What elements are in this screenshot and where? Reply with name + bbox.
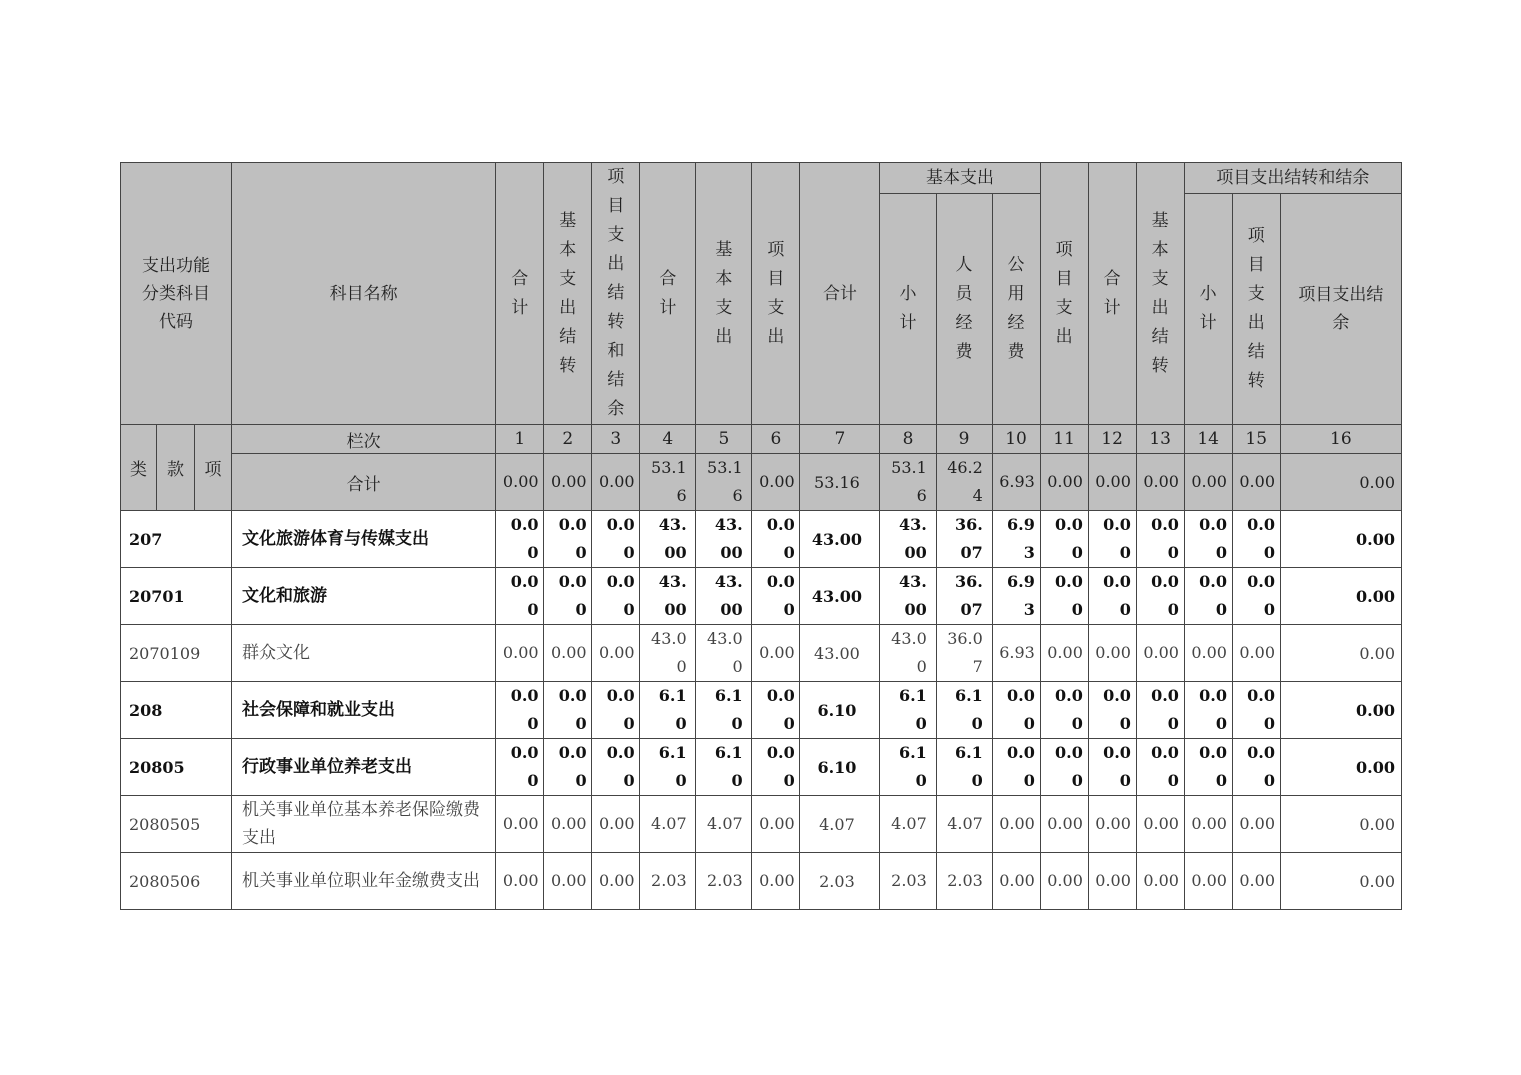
cell-value: 43.00 <box>811 529 862 549</box>
table-row <box>121 511 1402 568</box>
cell-value: 0.00 <box>1103 743 1131 790</box>
total-value: 0.00 <box>550 472 587 491</box>
cell-value: 6.10 <box>817 757 857 777</box>
cell-value: 0.00 <box>606 515 635 562</box>
cell-value: 0.00 <box>598 871 635 890</box>
sub-header-kuan: 款 <box>157 425 195 511</box>
cell-value: 0.00 <box>1047 643 1083 662</box>
cell-value: 36.07 <box>954 515 983 562</box>
group-header-project-carry: 项目支出结转和结余 <box>1184 163 1401 194</box>
total-value: 0.00 <box>759 472 795 491</box>
col-header-10: 公用经费 <box>992 193 1040 424</box>
lanci-3: 3 <box>592 425 640 454</box>
cell-value: 0.00 <box>1239 871 1275 890</box>
cell-value: 6.10 <box>714 743 743 790</box>
total-value: 0.00 <box>1191 472 1227 491</box>
lanci-2: 2 <box>544 425 592 454</box>
cell-value: 36.07 <box>947 629 983 676</box>
cell-value: 0.00 <box>502 643 539 662</box>
cell-value: 43.00 <box>811 586 862 606</box>
cell-value: 0.00 <box>1143 643 1179 662</box>
lanci-1: 1 <box>496 425 544 454</box>
cell-value: 0.00 <box>1356 529 1395 549</box>
row-code: 2080506 <box>121 853 232 910</box>
sub-header-xiang: 项 <box>195 425 232 511</box>
row-code: 207 <box>121 511 232 568</box>
cell-value: 43.00 <box>891 629 927 676</box>
col-header-16: 项目支出结余 <box>1280 193 1401 424</box>
cell-value: 0.00 <box>1055 572 1083 619</box>
cell-value: 4.07 <box>651 814 687 833</box>
cell-value: 0.00 <box>1151 572 1179 619</box>
cell-value: 0.00 <box>502 814 539 833</box>
cell-value: 43.00 <box>707 629 743 676</box>
total-value: 6.93 <box>999 472 1035 491</box>
cell-value: 0.00 <box>510 743 539 790</box>
cell-value: 0.00 <box>1356 757 1395 777</box>
cell-value: 43.00 <box>814 643 860 663</box>
row-name: 机关事业单位基本养老保险缴费支出 <box>232 796 496 853</box>
cell-value: 2.03 <box>947 871 983 890</box>
cell-value: 0.00 <box>550 871 587 890</box>
cell-value: 0.00 <box>1103 515 1131 562</box>
cell-value: 0.00 <box>1199 572 1227 619</box>
row-code: 2070109 <box>121 625 232 682</box>
col-header-9: 人员经费 <box>936 193 992 424</box>
cell-value: 0.00 <box>1151 515 1179 562</box>
cell-value: 0.00 <box>1247 515 1275 562</box>
group-header-basic: 基本支出 <box>880 163 1040 194</box>
cell-value: 2.03 <box>891 871 927 890</box>
cell-value: 2.03 <box>819 871 855 891</box>
cell-value: 0.00 <box>1143 871 1179 890</box>
total-value: 53.16 <box>891 458 927 505</box>
col-header-5: 基本支出 <box>696 163 752 425</box>
lanci-label: 栏次 <box>232 425 496 454</box>
total-value: 53.16 <box>707 458 743 505</box>
cell-value: 0.00 <box>1007 686 1035 733</box>
cell-value: 0.00 <box>766 743 795 790</box>
cell-value: 2.03 <box>651 871 687 890</box>
total-label: 合计 <box>232 454 496 511</box>
total-value: 46.24 <box>947 458 983 505</box>
cell-value: 0.00 <box>550 814 587 833</box>
lanci-10: 10 <box>992 425 1040 454</box>
cell-value: 0.00 <box>510 572 539 619</box>
cell-value: 6.10 <box>898 743 927 790</box>
cell-value: 0.00 <box>558 686 587 733</box>
row-name: 文化旅游体育与传媒支出 <box>232 511 496 568</box>
cell-value: 0.00 <box>1359 871 1395 891</box>
cell-value: 6.10 <box>658 743 687 790</box>
table-row <box>121 853 1402 910</box>
cell-value: 0.00 <box>999 871 1035 890</box>
cell-value: 0.00 <box>1143 814 1179 833</box>
cell-value: 6.93 <box>1007 515 1035 562</box>
cell-value: 4.07 <box>819 814 855 834</box>
col-header-6: 项目支出 <box>752 163 800 425</box>
row-name: 群众文化 <box>232 625 496 682</box>
cell-value: 0.00 <box>606 743 635 790</box>
cell-value: 6.10 <box>954 686 983 733</box>
lanci-9: 9 <box>936 425 992 454</box>
cell-value: 0.00 <box>1359 814 1395 834</box>
cell-value: 6.10 <box>658 686 687 733</box>
budget-table <box>120 162 1402 910</box>
cell-value: 43.00 <box>898 572 927 619</box>
cell-value: 0.00 <box>1239 814 1275 833</box>
cell-value: 0.00 <box>550 643 587 662</box>
row-code: 20805 <box>121 739 232 796</box>
cell-value: 43.00 <box>714 572 743 619</box>
cell-value: 4.07 <box>707 814 743 833</box>
cell-value: 0.00 <box>1047 814 1083 833</box>
col-header-14: 小计 <box>1184 193 1232 424</box>
table-row <box>121 682 1402 739</box>
cell-value: 0.00 <box>598 643 635 662</box>
total-value: 0.00 <box>598 472 635 491</box>
lanci-8: 8 <box>880 425 936 454</box>
row-name: 社会保障和就业支出 <box>232 682 496 739</box>
cell-value: 0.00 <box>510 515 539 562</box>
col-header-8: 小计 <box>880 193 936 424</box>
lanci-15: 15 <box>1232 425 1280 454</box>
lanci-13: 13 <box>1136 425 1184 454</box>
lanci-16: 16 <box>1280 425 1401 454</box>
total-value: 0.00 <box>1239 472 1275 491</box>
cell-value: 0.00 <box>1239 643 1275 662</box>
cell-value: 0.00 <box>1247 572 1275 619</box>
cell-value: 0.00 <box>1356 700 1395 720</box>
cell-value: 0.00 <box>1095 871 1131 890</box>
cell-value: 43.00 <box>898 515 927 562</box>
cell-value: 0.00 <box>558 743 587 790</box>
cell-value: 0.00 <box>1191 643 1227 662</box>
cell-value: 6.93 <box>1007 572 1035 619</box>
row-name: 行政事业单位养老支出 <box>232 739 496 796</box>
col-header-3: 项目支出结转和结余 <box>592 163 640 425</box>
cell-value: 0.00 <box>1199 743 1227 790</box>
row-code: 208 <box>121 682 232 739</box>
col-header-1: 合计 <box>496 163 544 425</box>
cell-value: 0.00 <box>1151 743 1179 790</box>
col-header-2: 基本支出结转 <box>544 163 592 425</box>
cell-value: 0.00 <box>606 686 635 733</box>
table-row <box>121 568 1402 625</box>
total-value: 53.16 <box>814 472 860 492</box>
total-row <box>121 454 1402 511</box>
col-header-13: 基本支出结转 <box>1136 163 1184 425</box>
lanci-14: 14 <box>1184 425 1232 454</box>
cell-value: 0.00 <box>1103 572 1131 619</box>
table-row <box>121 796 1402 853</box>
cell-value: 0.00 <box>1047 871 1083 890</box>
row-code: 2080505 <box>121 796 232 853</box>
cell-value: 0.00 <box>1151 686 1179 733</box>
cell-value: 0.00 <box>1103 686 1131 733</box>
total-value: 0.00 <box>1359 472 1395 492</box>
total-value: 0.00 <box>1143 472 1179 491</box>
col-header-11: 项目支出 <box>1040 163 1088 425</box>
cell-value: 0.00 <box>1095 643 1131 662</box>
col-header-12: 合计 <box>1088 163 1136 425</box>
code-column-header: 支出功能分类科目代码 <box>121 163 232 425</box>
cell-value: 2.03 <box>707 871 743 890</box>
cell-value: 0.00 <box>510 686 539 733</box>
row-name: 机关事业单位职业年金缴费支出 <box>232 853 496 910</box>
lanci-11: 11 <box>1040 425 1088 454</box>
cell-value: 0.00 <box>558 515 587 562</box>
cell-value: 0.00 <box>766 572 795 619</box>
cell-value: 0.00 <box>598 814 635 833</box>
cell-value: 6.10 <box>898 686 927 733</box>
cell-value: 36.07 <box>954 572 983 619</box>
cell-value: 43.00 <box>651 629 687 676</box>
cell-value: 0.00 <box>759 643 795 662</box>
cell-value: 0.00 <box>558 572 587 619</box>
lanci-5: 5 <box>696 425 752 454</box>
cell-value: 0.00 <box>759 871 795 890</box>
col-header-7: 合计 <box>800 163 880 425</box>
total-value: 0.00 <box>1095 472 1131 491</box>
cell-value: 0.00 <box>1191 814 1227 833</box>
cell-value: 0.00 <box>999 814 1035 833</box>
cell-value: 0.00 <box>1055 743 1083 790</box>
cell-value: 6.93 <box>999 643 1035 662</box>
cell-value: 0.00 <box>502 871 539 890</box>
cell-value: 0.00 <box>606 572 635 619</box>
cell-value: 43.00 <box>714 515 743 562</box>
total-value: 0.00 <box>502 472 539 491</box>
row-name: 文化和旅游 <box>232 568 496 625</box>
cell-value: 0.00 <box>766 686 795 733</box>
cell-value: 0.00 <box>1359 643 1395 663</box>
col-header-15: 项目支出结转 <box>1232 193 1280 424</box>
cell-value: 0.00 <box>766 515 795 562</box>
cell-value: 0.00 <box>1247 743 1275 790</box>
total-value: 53.16 <box>651 458 687 505</box>
cell-value: 43.00 <box>658 572 687 619</box>
cell-value: 43.00 <box>658 515 687 562</box>
cell-value: 4.07 <box>891 814 927 833</box>
cell-value: 0.00 <box>1095 814 1131 833</box>
lanci-12: 12 <box>1088 425 1136 454</box>
sub-header-lei: 类 <box>121 425 157 511</box>
cell-value: 0.00 <box>1055 515 1083 562</box>
col-header-4: 合计 <box>640 163 696 425</box>
cell-value: 4.07 <box>947 814 983 833</box>
row-code: 20701 <box>121 568 232 625</box>
cell-value: 0.00 <box>1007 743 1035 790</box>
name-column-header: 科目名称 <box>232 163 496 425</box>
cell-value: 0.00 <box>1199 515 1227 562</box>
cell-value: 6.10 <box>714 686 743 733</box>
lanci-6: 6 <box>752 425 800 454</box>
cell-value: 6.10 <box>817 700 857 720</box>
lanci-4: 4 <box>640 425 696 454</box>
lanci-7: 7 <box>800 425 880 454</box>
table-row <box>121 625 1402 682</box>
total-value: 0.00 <box>1047 472 1083 491</box>
cell-value: 0.00 <box>1199 686 1227 733</box>
cell-value: 0.00 <box>1055 686 1083 733</box>
cell-value: 0.00 <box>1191 871 1227 890</box>
cell-value: 0.00 <box>759 814 795 833</box>
table-row <box>121 739 1402 796</box>
cell-value: 6.10 <box>954 743 983 790</box>
cell-value: 0.00 <box>1356 586 1395 606</box>
cell-value: 0.00 <box>1247 686 1275 733</box>
